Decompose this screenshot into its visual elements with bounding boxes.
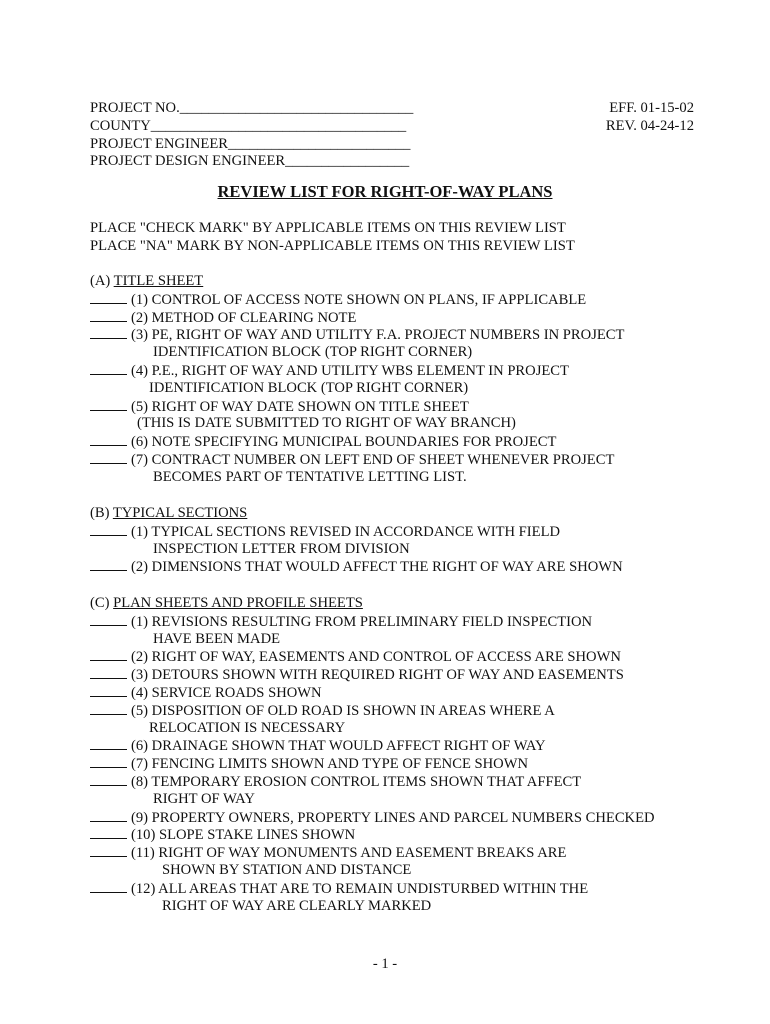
item-text: (11) RIGHT OF WAY MONUMENTS AND EASEMENT BREAKS ARE: [131, 845, 567, 862]
checklist-item: [90, 684, 730, 702]
check-blank[interactable]: [90, 648, 127, 661]
item-text: (6) DRAINAGE SHOWN THAT WOULD AFFECT RIGHT OF WAY: [131, 738, 546, 755]
check-blank[interactable]: [90, 666, 127, 679]
item-text: (2) RIGHT OF WAY, EASEMENTS AND CONTROL OF ACCESS ARE SHOWN: [131, 649, 621, 666]
checklist-item: [90, 826, 730, 844]
checklist-item: [90, 880, 730, 916]
revision-date: REV. 04-24-12: [605, 117, 694, 134]
check-blank[interactable]: [90, 844, 127, 857]
item-text: (5) DISPOSITION OF OLD ROAD IS SHOWN IN AREAS WHERE A: [131, 702, 555, 719]
checklist-item: [90, 844, 730, 880]
section-prefix: (A): [90, 273, 114, 289]
checklist-item: [90, 648, 730, 666]
section-name: PLAN SHEETS AND PROFILE SHEETS: [113, 595, 363, 611]
check-blank[interactable]: [90, 613, 127, 626]
check-blank[interactable]: [90, 558, 127, 571]
item-continuation: RIGHT OF WAY ARE CLEARLY MARKED: [162, 897, 432, 914]
checklist-item: [90, 755, 730, 773]
page-number: - 1 -: [372, 956, 398, 972]
checklist-item: [90, 558, 730, 576]
item-text: (7) FENCING LIMITS SHOWN AND TYPE OF FENCE SHOWN: [131, 756, 529, 773]
checklist-item: [90, 737, 730, 755]
item-continuation: HAVE BEEN MADE: [153, 630, 281, 647]
item-text: (9) PROPERTY OWNERS, PROPERTY LINES AND PARCEL NUMBERS CHECKED: [131, 809, 655, 826]
document-title: [0, 183, 770, 201]
item-text: (2) DIMENSIONS THAT WOULD AFFECT THE RIGHT OF WAY ARE SHOWN: [131, 559, 623, 576]
item-text: (3) DETOURS SHOWN WITH REQUIRED RIGHT OF WAY AND EASEMENTS: [131, 667, 624, 684]
section-prefix: (C): [90, 595, 114, 611]
item-text: (12) ALL AREAS THAT ARE TO REMAIN UNDISTURBED WITHIN THE: [131, 880, 589, 897]
item-text: (1) TYPICAL SECTIONS REVISED IN ACCORDANCE WITH FIELD: [131, 523, 561, 540]
item-text: (4) SERVICE ROADS SHOWN: [131, 684, 322, 701]
revision-info-block: [574, 100, 694, 136]
section-typical-sections: [90, 505, 730, 576]
item-continuation: RELOCATION IS NECESSARY: [149, 719, 346, 736]
county-line: COUNTY___________________________________: [90, 117, 407, 134]
check-blank[interactable]: [90, 523, 127, 536]
checklist-item: [90, 523, 730, 559]
check-blank[interactable]: [90, 451, 127, 464]
check-blank[interactable]: [90, 880, 127, 893]
check-blank[interactable]: [90, 433, 127, 446]
item-text: (3) PE, RIGHT OF WAY AND UTILITY F.A. PROJECT NUMBERS IN PROJECT: [131, 327, 625, 344]
item-continuation: IDENTIFICATION BLOCK (TOP RIGHT CORNER): [149, 379, 469, 396]
section-title-sheet: [90, 273, 730, 487]
section-heading: [90, 273, 730, 291]
item-continuation: INSPECTION LETTER FROM DIVISION: [153, 540, 410, 557]
effective-date: EFF. 01-15-02: [609, 100, 694, 116]
document-title-text: REVIEW LIST FOR RIGHT-OF-WAY PLANS: [217, 182, 553, 201]
project-engineer-line: PROJECT ENGINEER_________________________: [90, 135, 411, 152]
check-blank[interactable]: [90, 684, 127, 697]
section-prefix: (B): [90, 505, 113, 521]
section-heading: [90, 505, 730, 523]
item-text: (7) CONTRACT NUMBER ON LEFT END OF SHEET WHENEVER PROJECT: [131, 451, 615, 468]
item-continuation: IDENTIFICATION BLOCK (TOP RIGHT CORNER): [153, 344, 473, 361]
check-blank[interactable]: [90, 826, 127, 839]
check-blank[interactable]: [90, 755, 127, 768]
checklist-item: [90, 433, 730, 451]
check-blank[interactable]: [90, 291, 127, 304]
item-text: (5) RIGHT OF WAY DATE SHOWN ON TITLE SHEET: [131, 398, 469, 415]
item-continuation: SHOWN BY STATION AND DISTANCE: [162, 861, 412, 878]
instruction-na-mark: PLACE "NA" MARK BY NON-APPLICABLE ITEMS ON THIS REVIEW LIST: [90, 237, 575, 254]
checklist-item: [90, 398, 730, 434]
check-blank[interactable]: [90, 326, 127, 339]
item-text: (4) P.E., RIGHT OF WAY AND UTILITY WBS ELEMENT IN PROJECT: [131, 362, 569, 379]
item-continuation: BECOMES PART OF TENTATIVE LETTING LIST.: [153, 468, 467, 485]
section-heading: [90, 595, 730, 613]
checklist-item: [90, 451, 730, 487]
checklist-item: [90, 666, 730, 684]
instructions-block: [90, 220, 710, 256]
item-text: (2) METHOD OF CLEARING NOTE: [131, 309, 357, 326]
instruction-check-mark: PLACE "CHECK MARK" BY APPLICABLE ITEMS ON THIS REVIEW LIST: [90, 220, 566, 236]
checklist-item: [90, 702, 730, 738]
check-blank[interactable]: [90, 773, 127, 786]
check-blank[interactable]: [90, 809, 127, 822]
checklist-item: [90, 613, 730, 649]
checklist-item: [90, 309, 730, 327]
item-text: (1) REVISIONS RESULTING FROM PRELIMINARY FIELD INSPECTION: [131, 613, 593, 630]
check-blank[interactable]: [90, 702, 127, 715]
project-design-engineer-line: PROJECT DESIGN ENGINEER_________________: [90, 153, 410, 170]
check-blank[interactable]: [90, 737, 127, 750]
item-text: (10) SLOPE STAKE LINES SHOWN: [131, 827, 356, 844]
section-name: TYPICAL SECTIONS: [112, 505, 248, 521]
project-no-line: PROJECT NO.________________________________: [90, 100, 414, 116]
checklist-item: [90, 773, 730, 809]
item-text: (1) CONTROL OF ACCESS NOTE SHOWN ON PLANS, IF APPLICABLE: [131, 291, 587, 308]
checklist-item: [90, 809, 730, 827]
item-continuation: RIGHT OF WAY: [153, 790, 255, 807]
checklist-item: [90, 362, 730, 398]
item-text: (6) NOTE SPECIFYING MUNICIPAL BOUNDARIES FOR PROJECT: [131, 434, 557, 451]
item-continuation: (THIS IS DATE SUBMITTED TO RIGHT OF WAY BRANCH): [137, 415, 516, 432]
item-text: (8) TEMPORARY EROSION CONTROL ITEMS SHOWN THAT AFFECT: [131, 773, 582, 790]
checklist-item: [90, 291, 730, 309]
section-name: TITLE SHEET: [113, 273, 204, 289]
check-blank[interactable]: [90, 362, 127, 375]
project-info-block: [90, 100, 450, 171]
checklist-item: [90, 326, 730, 362]
section-plan-and-profile-sheets: [90, 595, 730, 915]
check-blank[interactable]: [90, 309, 127, 322]
check-blank[interactable]: [90, 398, 127, 411]
